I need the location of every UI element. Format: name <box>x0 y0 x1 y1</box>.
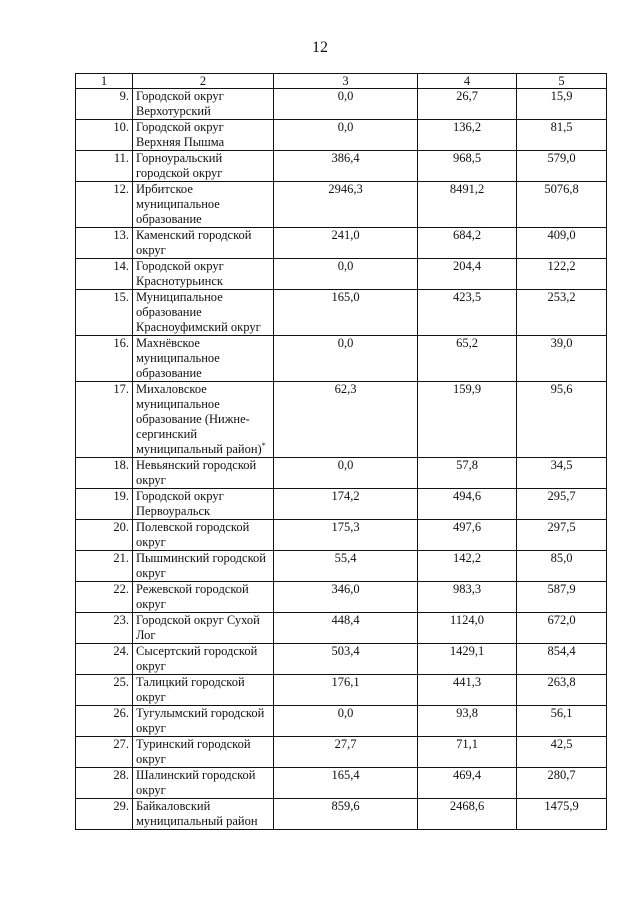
municipality-name-cell <box>133 644 274 675</box>
row-number-cell <box>76 551 133 582</box>
value-column-3-cell <box>274 675 418 706</box>
municipality-name-cell <box>133 382 274 458</box>
row-number: 13. <box>113 228 129 242</box>
municipality-name-cell <box>133 706 274 737</box>
value-column-4: 93,8 <box>456 706 478 720</box>
value-column-3: 0,0 <box>337 706 354 720</box>
value-column-4-cell <box>418 151 517 182</box>
column-header-5: 5 <box>517 74 607 89</box>
row-number: 23. <box>113 613 129 627</box>
value-column-5: 34,5 <box>550 458 573 472</box>
value-column-4-cell <box>418 613 517 644</box>
column-header-2: 2 <box>133 74 274 89</box>
table-row <box>76 675 607 706</box>
row-number-cell <box>76 644 133 675</box>
value-column-4-cell <box>418 551 517 582</box>
municipality-name: Городской округ Верхняя Пышма <box>136 120 225 149</box>
row-number: 28. <box>113 768 129 782</box>
value-column-3: 448,4 <box>331 613 360 627</box>
value-column-4-cell <box>418 336 517 382</box>
value-column-3: 174,2 <box>331 489 360 503</box>
table-row <box>76 182 607 228</box>
municipality-name-cell <box>133 582 274 613</box>
value-column-5-cell <box>517 259 607 290</box>
value-column-4: 983,3 <box>452 582 482 596</box>
row-number: 10. <box>113 120 129 134</box>
value-column-4: 441,3 <box>452 675 482 689</box>
row-number: 18. <box>113 458 129 472</box>
value-column-4-cell <box>418 737 517 768</box>
value-column-5-cell <box>517 675 607 706</box>
value-column-4: 2468,6 <box>449 799 485 813</box>
table-row <box>76 644 607 675</box>
municipality-name-cell <box>133 151 274 182</box>
municipality-name-cell <box>133 458 274 489</box>
value-column-5: 579,0 <box>547 151 576 165</box>
value-column-3: 0,0 <box>337 458 354 472</box>
municipality-name-cell <box>133 259 274 290</box>
value-column-4: 71,1 <box>456 737 478 751</box>
value-column-5-cell <box>517 489 607 520</box>
row-number-cell <box>76 520 133 551</box>
value-column-5-cell <box>517 290 607 336</box>
value-column-5: 587,9 <box>547 582 576 596</box>
value-column-3-cell <box>274 259 418 290</box>
row-number: 9. <box>119 89 129 103</box>
row-number-cell <box>76 259 133 290</box>
municipality-name-cell <box>133 228 274 259</box>
municipality-name: Невьянский городской округ <box>136 458 257 487</box>
value-column-5: 854,4 <box>547 644 576 658</box>
value-column-4-cell <box>418 706 517 737</box>
value-column-5-cell <box>517 799 607 830</box>
value-column-3-cell <box>274 336 418 382</box>
value-column-3-cell <box>274 706 418 737</box>
municipality-name-cell <box>133 89 274 120</box>
value-column-5-cell <box>517 706 607 737</box>
row-number: 17. <box>113 382 129 396</box>
row-number: 22. <box>113 582 129 596</box>
value-column-5: 409,0 <box>547 228 576 242</box>
municipality-name-cell <box>133 768 274 799</box>
row-number: 12. <box>113 182 129 196</box>
row-number: 16. <box>113 336 129 350</box>
table-row <box>76 228 607 259</box>
row-number-cell <box>76 737 133 768</box>
value-column-3-cell <box>274 644 418 675</box>
table-row <box>76 582 607 613</box>
municipality-name: Городской округ Первоуральск <box>136 489 224 518</box>
value-column-4-cell <box>418 89 517 120</box>
value-column-5-cell <box>517 120 607 151</box>
value-column-4-cell <box>418 582 517 613</box>
value-column-3-cell <box>274 520 418 551</box>
row-number-cell <box>76 151 133 182</box>
value-column-5: 56,1 <box>550 706 573 720</box>
column-header-1: 1 <box>76 74 133 89</box>
value-column-4: 136,2 <box>452 120 482 134</box>
municipality-name: Полевской городской округ <box>136 520 250 549</box>
row-number-cell <box>76 613 133 644</box>
table-row <box>76 799 607 830</box>
value-column-5: 42,5 <box>550 737 573 751</box>
municipality-name-cell <box>133 551 274 582</box>
value-column-3: 176,1 <box>331 675 360 689</box>
value-column-4-cell <box>418 644 517 675</box>
value-column-5: 672,0 <box>547 613 576 627</box>
value-column-5: 122,2 <box>547 259 576 273</box>
value-column-3-cell <box>274 182 418 228</box>
value-column-5-cell <box>517 613 607 644</box>
row-number-cell <box>76 382 133 458</box>
value-column-5: 295,7 <box>547 489 576 503</box>
row-number: 29. <box>113 799 129 813</box>
row-number: 26. <box>113 706 129 720</box>
value-column-4: 8491,2 <box>449 182 485 196</box>
table-row <box>76 458 607 489</box>
value-column-4-cell <box>418 768 517 799</box>
value-column-4: 469,4 <box>452 768 482 782</box>
value-column-4: 968,5 <box>452 151 482 165</box>
row-number: 27. <box>113 737 129 751</box>
municipality-name-cell <box>133 336 274 382</box>
table-row <box>76 89 607 120</box>
municipality-name: Михаловское муниципальное образование (Нижне-сергинский муниципальный район) <box>136 382 262 456</box>
value-column-5-cell <box>517 89 607 120</box>
value-column-3: 386,4 <box>331 151 360 165</box>
value-column-5-cell <box>517 644 607 675</box>
table-header-row <box>76 74 607 89</box>
municipality-name-cell <box>133 737 274 768</box>
value-column-4: 1429,1 <box>449 644 485 658</box>
value-column-5: 5076,8 <box>544 182 579 196</box>
value-column-5-cell <box>517 458 607 489</box>
data-table <box>75 73 607 830</box>
row-number-cell <box>76 458 133 489</box>
value-column-3-cell <box>274 799 418 830</box>
row-number-cell <box>76 706 133 737</box>
row-number: 19. <box>113 489 129 503</box>
value-column-3: 175,3 <box>331 520 360 534</box>
value-column-3: 241,0 <box>331 228 360 242</box>
value-column-3-cell <box>274 151 418 182</box>
municipality-name: Горноуральский городской округ <box>136 151 223 180</box>
row-number-cell <box>76 489 133 520</box>
municipality-name-cell <box>133 520 274 551</box>
municipality-name: Махнёвское муниципальное образование <box>136 336 220 380</box>
table-row <box>76 737 607 768</box>
value-column-3: 0,0 <box>337 259 354 273</box>
row-number-cell <box>76 582 133 613</box>
municipality-name: Городской округ Краснотурьинск <box>136 259 224 288</box>
value-column-4-cell <box>418 520 517 551</box>
footnote-mark: * <box>261 440 266 450</box>
row-number: 20. <box>113 520 129 534</box>
row-number: 25. <box>113 675 129 689</box>
municipality-name: Режевской городской округ <box>136 582 249 611</box>
row-number: 24. <box>113 644 129 658</box>
table-row <box>76 520 607 551</box>
value-column-3-cell <box>274 382 418 458</box>
value-column-3-cell <box>274 290 418 336</box>
row-number: 14. <box>113 259 129 273</box>
page-number: 12 <box>312 39 328 56</box>
value-column-4-cell <box>418 458 517 489</box>
value-column-3: 62,3 <box>334 382 357 396</box>
value-column-4-cell <box>418 290 517 336</box>
value-column-3: 346,0 <box>331 582 360 596</box>
municipality-name-cell <box>133 675 274 706</box>
municipality-name-cell <box>133 799 274 830</box>
value-column-3: 0,0 <box>337 120 354 134</box>
table-row <box>76 613 607 644</box>
value-column-5-cell <box>517 151 607 182</box>
column-header-3: 3 <box>274 74 418 89</box>
row-number-cell <box>76 768 133 799</box>
value-column-5: 263,8 <box>547 675 576 689</box>
table-row <box>76 290 607 336</box>
municipality-name: Талицкий городской округ <box>136 675 245 704</box>
value-column-4: 57,8 <box>456 458 478 472</box>
value-column-4: 204,4 <box>452 259 482 273</box>
value-column-3-cell <box>274 89 418 120</box>
value-column-5-cell <box>517 382 607 458</box>
value-column-5-cell <box>517 768 607 799</box>
value-column-5: 95,6 <box>550 382 573 396</box>
value-column-4: 26,7 <box>456 89 478 103</box>
value-column-4-cell <box>418 182 517 228</box>
value-column-4: 142,2 <box>452 551 482 565</box>
value-column-3: 0,0 <box>337 336 354 350</box>
value-column-5: 81,5 <box>550 120 573 134</box>
value-column-3-cell <box>274 489 418 520</box>
value-column-3: 55,4 <box>334 551 357 565</box>
value-column-5-cell <box>517 551 607 582</box>
municipality-name: Туринский городской округ <box>136 737 251 766</box>
value-column-4-cell <box>418 382 517 458</box>
municipality-name: Пышминский городской округ <box>136 551 266 580</box>
row-number-cell <box>76 675 133 706</box>
municipality-name: Сысертский городской округ <box>136 644 258 673</box>
value-column-5: 1475,9 <box>544 799 579 813</box>
value-column-4-cell <box>418 228 517 259</box>
municipality-name: Муниципальное образование Красноуфимский округ <box>136 290 261 334</box>
table-row <box>76 336 607 382</box>
row-number-cell <box>76 290 133 336</box>
value-column-4: 494,6 <box>452 489 482 503</box>
value-column-5-cell <box>517 336 607 382</box>
table-body <box>76 89 607 830</box>
table-row <box>76 382 607 458</box>
municipality-name-cell <box>133 290 274 336</box>
row-number: 21. <box>113 551 129 565</box>
table-row <box>76 151 607 182</box>
row-number-cell <box>76 182 133 228</box>
table-row <box>76 259 607 290</box>
value-column-4-cell <box>418 675 517 706</box>
value-column-3: 165,4 <box>331 768 360 782</box>
municipality-name-cell <box>133 182 274 228</box>
value-column-5: 297,5 <box>547 520 576 534</box>
table-row <box>76 489 607 520</box>
value-column-5-cell <box>517 520 607 551</box>
municipality-name: Тугулымский городской округ <box>136 706 265 735</box>
value-column-3: 2946,3 <box>328 182 363 196</box>
value-column-5: 253,2 <box>547 290 576 304</box>
value-column-3-cell <box>274 737 418 768</box>
row-number-cell <box>76 228 133 259</box>
row-number: 15. <box>113 290 129 304</box>
value-column-3: 503,4 <box>331 644 360 658</box>
value-column-3-cell <box>274 551 418 582</box>
municipality-name: Ирбитское муниципальное образование <box>136 182 220 226</box>
municipality-name-cell <box>133 489 274 520</box>
value-column-5-cell <box>517 582 607 613</box>
municipality-name: Шалинский городской округ <box>136 768 256 797</box>
value-column-4: 684,2 <box>452 228 482 242</box>
value-column-5-cell <box>517 228 607 259</box>
row-number-cell <box>76 120 133 151</box>
row-number-cell <box>76 336 133 382</box>
column-header-4: 4 <box>418 74 517 89</box>
value-column-5: 15,9 <box>550 89 573 103</box>
table-row <box>76 768 607 799</box>
municipality-name-cell <box>133 120 274 151</box>
value-column-4: 65,2 <box>456 336 478 350</box>
value-column-3: 165,0 <box>331 290 360 304</box>
row-number: 11. <box>113 151 129 165</box>
municipality-name-cell <box>133 613 274 644</box>
value-column-5-cell <box>517 737 607 768</box>
value-column-3-cell <box>274 768 418 799</box>
value-column-4-cell <box>418 489 517 520</box>
value-column-4-cell <box>418 259 517 290</box>
table-row <box>76 706 607 737</box>
table-row <box>76 551 607 582</box>
value-column-4: 423,5 <box>452 290 482 304</box>
value-column-4-cell <box>418 799 517 830</box>
value-column-3: 859,6 <box>331 799 360 813</box>
municipality-name: Городской округ Верхотурский <box>136 89 224 118</box>
value-column-3: 0,0 <box>337 89 354 103</box>
value-column-4: 159,9 <box>452 382 482 396</box>
value-column-5: 39,0 <box>550 336 573 350</box>
table-row <box>76 120 607 151</box>
value-column-3: 27,7 <box>334 737 357 751</box>
value-column-3-cell <box>274 613 418 644</box>
value-column-3-cell <box>274 228 418 259</box>
municipality-name: Городской округ Сухой Лог <box>136 613 260 642</box>
row-number-cell <box>76 799 133 830</box>
value-column-3-cell <box>274 582 418 613</box>
value-column-4: 1124,0 <box>450 613 484 627</box>
value-column-5: 85,0 <box>550 551 573 565</box>
value-column-4-cell <box>418 120 517 151</box>
value-column-3-cell <box>274 458 418 489</box>
value-column-4: 497,6 <box>452 520 482 534</box>
municipality-name: Байкаловский муниципальный район <box>136 799 258 828</box>
value-column-3-cell <box>274 120 418 151</box>
row-number-cell <box>76 89 133 120</box>
value-column-5-cell <box>517 182 607 228</box>
value-column-5: 280,7 <box>547 768 576 782</box>
municipality-name: Каменский городской округ <box>136 228 252 257</box>
